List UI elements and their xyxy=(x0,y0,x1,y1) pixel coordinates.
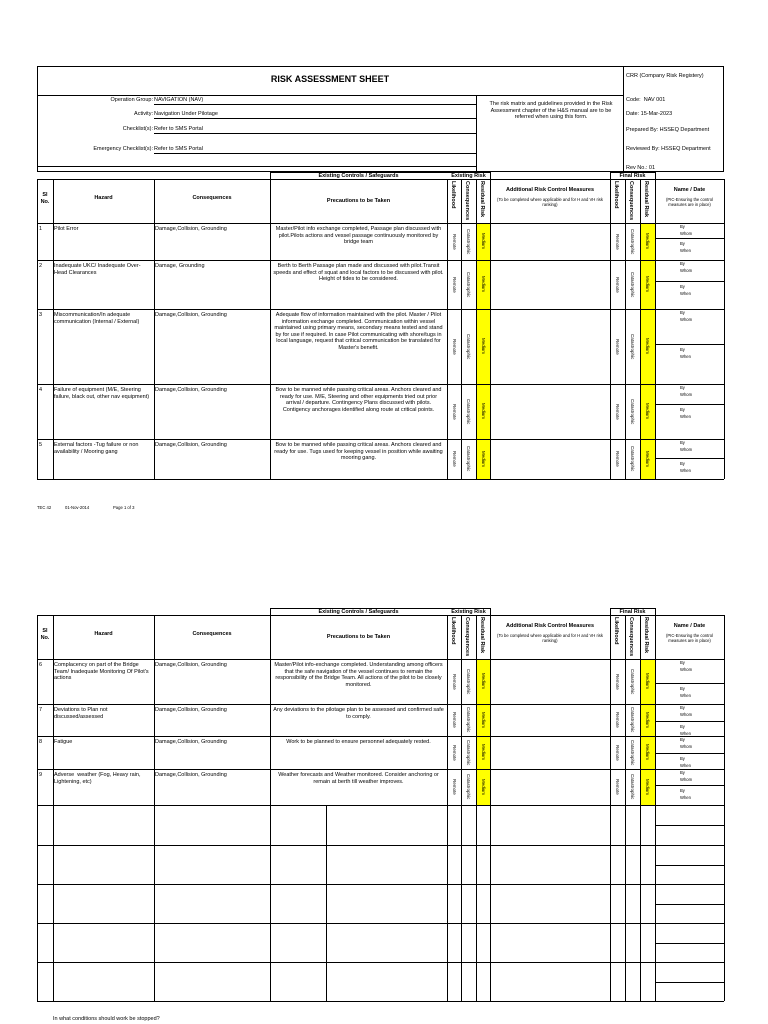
sl-no-header: Sl No. xyxy=(40,628,50,641)
final-residual-cell: Medium xyxy=(645,276,650,293)
precautions-cell: Any deviations to the pilotage plan to be assessed and confirmed safe to comply. xyxy=(273,707,446,720)
row-number: 6 xyxy=(39,662,43,668)
by-when: By When xyxy=(680,788,691,800)
consequence-rating-cell: Catastrophic xyxy=(466,398,471,425)
row-number: 9 xyxy=(39,772,43,778)
consequences-header: Consequences xyxy=(192,195,232,201)
date: Date: 15-Mar-2023 xyxy=(626,111,673,117)
precautions-cell: Bow to be manned while passing critical areas. Anchors cleared and ready for use. M/E, Steering and other equipments tried out prior arrival / departure. Contingency Plans discussed with pilots. Contigency anchorages identified along route at critical points. xyxy=(275,387,444,413)
name-date-note: (PIC-Ensuring the control measures are in place) xyxy=(665,197,715,207)
final-consequence-cell: Catastrophic xyxy=(630,228,635,255)
residual-risk-cell: Medium xyxy=(481,673,486,690)
consequence-rating-cell: Catastrophic xyxy=(466,446,471,472)
row-number: 3 xyxy=(39,312,43,318)
likelihood-header: Likelihood xyxy=(450,181,456,209)
risk-matrix-note: The risk matrix and guidelines provided in the Risk Assessment chapter of the H&S manual are to be referred when using this form. xyxy=(489,101,614,120)
hazard-cell: Failure of equipment (M/E, Steering failure, black out, other nav equipment) xyxy=(54,387,150,400)
precautions-cell: Master/Pilot info exchange completed, Passage plan discussed with pilot.Pilots actions and vessel passage continuously monitored by bridge team xyxy=(275,226,443,245)
likelihood-cell: Remote xyxy=(452,744,457,761)
by-when: By When xyxy=(680,461,691,473)
emergency-label: Emergency Checklist(s): xyxy=(93,146,153,152)
additional-measures-note: (To be completed where applicable and for H and VH risk ranking) xyxy=(497,197,605,207)
hazard-cell: Miscommunication/In adequate communication (Internal / External) xyxy=(54,312,140,325)
by-when: By When xyxy=(680,686,691,698)
likelihood-cell: Remote xyxy=(452,673,457,690)
consequences-v-header: Consequences xyxy=(464,617,470,657)
final-consequence-cell: Catastrophic xyxy=(630,739,635,766)
consequence-rating-cell: Catastrophic xyxy=(466,707,471,733)
final-residual-header: Residual Risk xyxy=(643,181,649,218)
consequences-cell: Damage,Collision, Grounding xyxy=(155,662,227,668)
sl-no-header: Sl No. xyxy=(40,192,50,205)
by-when: By When xyxy=(680,347,691,359)
by-whom: By Whom xyxy=(680,261,693,273)
final-residual-cell: Medium xyxy=(645,233,650,250)
by-whom: By Whom xyxy=(680,737,693,749)
final-residual-cell: Medium xyxy=(645,338,650,355)
residual-risk-cell: Medium xyxy=(481,276,486,293)
consequences-cell: Damage,Collision, Grounding xyxy=(155,226,227,232)
final-likelihood-cell: Remote xyxy=(615,451,620,467)
crr-label: CRR (Company Risk Registery) xyxy=(626,73,704,79)
row-number: 4 xyxy=(39,387,43,393)
final-consequences-header: Consequences xyxy=(628,181,634,221)
final-consequence-cell: Catastrophic xyxy=(630,398,635,425)
hazard-header: Hazard xyxy=(94,195,113,201)
residual-risk-cell: Medium xyxy=(481,711,486,728)
likelihood-cell: Remote xyxy=(452,712,457,728)
by-whom: By Whom xyxy=(680,440,693,452)
consequences-cell: Damage,Collision, Grounding xyxy=(155,707,227,713)
footer-ref: TEC 42 xyxy=(37,505,52,510)
hazard-cell: Adverse weather (Fog, Heavy rain, Lightening, etc) xyxy=(54,772,143,785)
hazard-cell: Complacency on part of the Bridge Team/ Inadequate Monitoring Of Pilot's actions xyxy=(54,662,151,681)
final-residual-cell: Medium xyxy=(645,450,650,467)
consequences-header: Consequences xyxy=(192,631,232,637)
precautions-cell: Weather forecasts and Weather monitored. Consider anchoring or remain at berth till weather improves. xyxy=(278,772,441,785)
final-likelihood-cell: Remote xyxy=(615,276,620,293)
consequences-cell: Damage, Grounding xyxy=(155,263,205,269)
final-likelihood-header: Likelihood xyxy=(613,617,619,645)
precautions-cell: Work to be planned to ensure personnel adequately rested. xyxy=(286,739,431,745)
row-number: 7 xyxy=(39,707,43,713)
emergency-value: Refer to SMS Portal xyxy=(154,146,203,152)
by-whom: By Whom xyxy=(680,385,693,397)
stop-work-question: In what conditions should work be stopped? xyxy=(53,1016,160,1022)
hazard-header: Hazard xyxy=(94,631,113,637)
by-whom: By Whom xyxy=(680,705,693,717)
final-consequence-cell: Catastrophic xyxy=(630,446,635,472)
by-when: By When xyxy=(680,241,691,253)
final-consequence-cell: Catastrophic xyxy=(630,333,635,360)
residual-risk-cell: Medium xyxy=(481,338,486,355)
precautions-header: Precautions to be Taken xyxy=(326,198,391,204)
final-likelihood-cell: Remote xyxy=(615,779,620,795)
final-likelihood-cell: Remote xyxy=(615,712,620,728)
name-date-header: Name / Date xyxy=(673,623,706,629)
precautions-cell: Bow to be manned while passing critical areas. Anchors cleared and ready for use. Tugs used for keeping vessel in position while awaiting mooring gang. xyxy=(274,442,445,461)
consequence-rating-cell: Catastrophic xyxy=(466,271,471,298)
footer-page: Page 1 of 3 xyxy=(113,505,135,510)
likelihood-cell: Remote xyxy=(452,338,457,355)
rev-no: Rev No.: 01 xyxy=(626,165,656,171)
final-risk-header: Final Risk xyxy=(619,173,646,179)
consequences-cell: Damage,Collision, Grounding xyxy=(155,442,227,448)
row-number: 1 xyxy=(39,226,43,232)
by-when: By When xyxy=(680,284,691,296)
by-when: By When xyxy=(680,407,691,419)
activity-value: Navigation Under Pilotage xyxy=(154,111,218,117)
final-likelihood-cell: Remote xyxy=(615,338,620,355)
existing-controls-header: Existing Controls / Safeguards xyxy=(318,609,399,615)
page-title: RISK ASSESSMENT SHEET xyxy=(270,74,390,84)
residual-risk-cell: Medium xyxy=(481,744,486,761)
consequences-cell: Damage,Collision, Grounding xyxy=(155,387,227,393)
consequences-v-header: Consequences xyxy=(464,181,470,221)
likelihood-cell: Remote xyxy=(452,233,457,250)
prepared-by: Prepared By: HSSEQ Department xyxy=(626,127,710,133)
checklist-label: Checklist(s): xyxy=(122,126,153,132)
final-likelihood-cell: Remote xyxy=(615,673,620,690)
hazard-cell: Deviations to Plan not discussed/assessed xyxy=(54,707,110,720)
final-likelihood-cell: Remote xyxy=(615,233,620,250)
likelihood-cell: Remote xyxy=(452,403,457,420)
consequence-rating-cell: Catastrophic xyxy=(466,333,471,360)
by-whom: By Whom xyxy=(680,660,693,672)
final-residual-cell: Medium xyxy=(645,403,650,420)
final-residual-cell: Medium xyxy=(645,778,650,795)
by-whom: By Whom xyxy=(680,224,693,236)
consequence-rating-cell: Catastrophic xyxy=(466,668,471,695)
consequences-cell: Damage,Collision, Grounding xyxy=(155,739,227,745)
final-residual-cell: Medium xyxy=(645,744,650,761)
code: Code: NAV 001 xyxy=(626,97,666,103)
by-whom: By Whom xyxy=(680,770,693,782)
likelihood-cell: Remote xyxy=(452,779,457,795)
name-date-header: Name / Date xyxy=(673,187,706,193)
final-likelihood-cell: Remote xyxy=(615,403,620,420)
likelihood-header: Likelihood xyxy=(450,617,456,645)
residual-risk-header: Residual Risk xyxy=(479,181,485,218)
existing-controls-header: Existing Controls / Safeguards xyxy=(318,173,399,179)
op-group-label: Operation Group: xyxy=(110,97,153,103)
name-date-note: (PIC-Ensuring the control measures are in place) xyxy=(665,633,715,643)
final-likelihood-cell: Remote xyxy=(615,744,620,761)
row-number: 5 xyxy=(39,442,43,448)
consequence-rating-cell: Catastrophic xyxy=(466,228,471,255)
hazard-cell: Fatigue xyxy=(54,739,73,745)
consequence-rating-cell: Catastrophic xyxy=(466,774,471,800)
likelihood-cell: Remote xyxy=(452,451,457,467)
final-likelihood-header: Likelihood xyxy=(613,181,619,209)
residual-risk-cell: Medium xyxy=(481,403,486,420)
residual-risk-cell: Medium xyxy=(481,778,486,795)
hazard-cell: External factors -Tug failure or non availability / Mooring gang xyxy=(54,442,141,455)
reviewed-by: Reviewed By: HSSEQ Department xyxy=(626,146,711,152)
consequences-cell: Damage,Collision, Grounding xyxy=(155,772,227,778)
residual-risk-cell: Medium xyxy=(481,450,486,467)
final-consequences-header: Consequences xyxy=(628,617,634,657)
hazard-cell: Inadequate UKC/ Inadequate Over-Head Clearances xyxy=(54,263,141,276)
by-when: By When xyxy=(680,724,691,736)
by-when: By When xyxy=(680,756,691,768)
final-risk-header: Final Risk xyxy=(619,609,646,615)
final-consequence-cell: Catastrophic xyxy=(630,668,635,695)
consequence-rating-cell: Catastrophic xyxy=(466,739,471,766)
checklist-value: Refer to SMS Portal xyxy=(154,126,203,132)
row-number: 2 xyxy=(39,263,43,269)
additional-measures-note: (To be completed where applicable and for H and VH risk ranking) xyxy=(497,633,605,643)
residual-risk-cell: Medium xyxy=(481,233,486,250)
activity-label: Activity: xyxy=(134,111,153,117)
final-residual-cell: Medium xyxy=(645,711,650,728)
existing-risk-header: Existing Risk xyxy=(451,173,486,179)
final-consequence-cell: Catastrophic xyxy=(630,774,635,800)
residual-risk-header: Residual Risk xyxy=(479,617,485,654)
final-residual-header: Residual Risk xyxy=(643,617,649,654)
additional-measures-header: Additional Risk Control Measures xyxy=(505,187,594,193)
precautions-cell: Master/Pilot info-exchange completed. Understanding among officers that the safe navigation of the vessel continues to remain the responsibility of the Bridge Team. All actions of the pilot to be closely monitored. xyxy=(274,662,445,688)
final-residual-cell: Medium xyxy=(645,673,650,690)
existing-risk-header: Existing Risk xyxy=(451,609,486,615)
likelihood-cell: Remote xyxy=(452,276,457,293)
consequences-cell: Damage,Collision, Grounding xyxy=(155,312,227,318)
by-whom: By Whom xyxy=(680,310,693,322)
final-consequence-cell: Catastrophic xyxy=(630,271,635,298)
precautions-header: Precautions to be Taken xyxy=(326,634,391,640)
final-consequence-cell: Catastrophic xyxy=(630,707,635,733)
hazard-cell: Pilot Error xyxy=(54,226,79,232)
precautions-cell: Berth to Berth Passage plan made and discussed with pilot.Transit speeds and effect of squat and local factors to be discussed with pilot. Height of tides to be considered. xyxy=(273,263,446,282)
op-group-value: NAVIGATION (NAV) xyxy=(154,97,204,103)
footer-date: 01-Nov-2014 xyxy=(65,505,90,510)
precautions-cell: Adequate flow of information maintained with the pilot. Master / Pilot information exchange completed. Communication within vessel maintained using primary means, secondary means tested and stand by for use if required. In case Pilot communicating with shore/tugs in local language, request that critical communication be translated for Master's benefit. xyxy=(274,312,445,351)
row-number: 8 xyxy=(39,739,43,745)
additional-measures-header: Additional Risk Control Measures xyxy=(505,623,594,629)
